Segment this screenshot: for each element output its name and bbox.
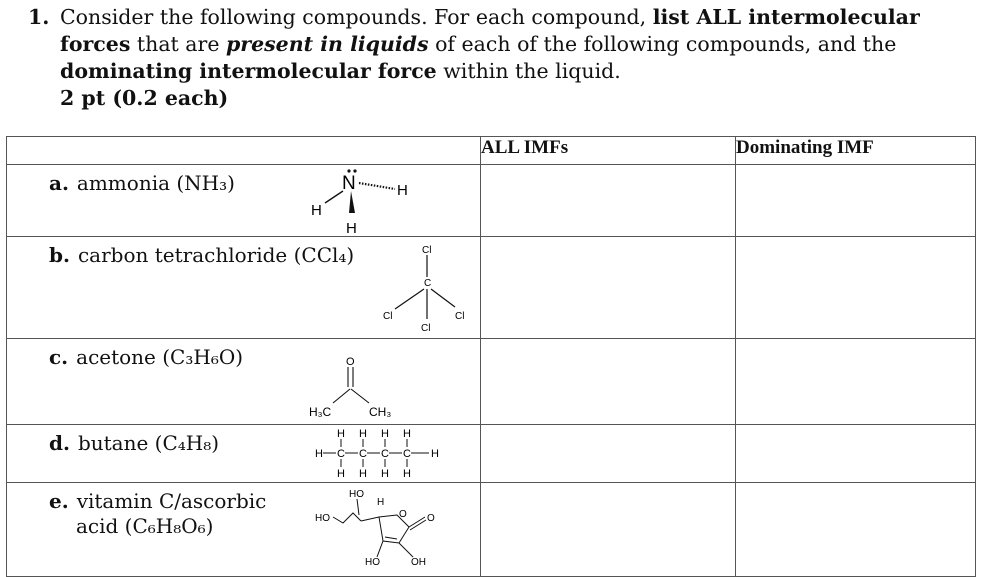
svg-text:H: H: [381, 428, 389, 440]
atom-cl-left: Cl: [383, 311, 393, 322]
svg-text:OH: OH: [411, 557, 426, 568]
points-label: 2 pt (0.2 each): [60, 86, 229, 110]
all-imfs-cell-ccl4[interactable]: [481, 237, 736, 339]
dominating-imf-cell-ammonia[interactable]: [736, 165, 976, 237]
all-imfs-cell-butane[interactable]: [481, 425, 736, 483]
table-header-row: [7, 137, 976, 165]
dominating-imf-cell-acetone[interactable]: [736, 339, 976, 425]
atom-n: N: [342, 173, 356, 194]
dominating-imf-cell-ccl4[interactable]: [736, 237, 976, 339]
acetone-structure: [307, 353, 417, 429]
header-all-imfs: ALL IMFs: [481, 137, 736, 165]
compound-name: vitamin C/ascorbic: [76, 489, 267, 513]
svg-text:O: O: [427, 513, 435, 524]
header-compound: [7, 137, 481, 165]
compound-name: acetone (C₃H₆O): [76, 345, 244, 369]
ascorbic-acid-structure: [313, 487, 463, 577]
svg-text:H: H: [381, 468, 389, 480]
compound-cell-ccl4: b. carbon tetrachloride (CCl₄) Cl C Cl Cl Cl: [7, 237, 481, 339]
ammonia-structure: [299, 167, 429, 241]
question-text: Consider the following compounds. For each compound, list ALL intermolecular forces that are present in liquids of each of the following compounds, and the dominating intermolecular force within the liquid. 2 pt (0.2 each): [60, 4, 960, 112]
table-row: [7, 237, 976, 339]
atom-ch3-left: H₃C: [309, 405, 332, 419]
svg-text:H: H: [359, 428, 367, 440]
compound-cell-ascorbic: e. vitamin C/ascorbic acid (C₆H₈O₆) HO HO H O O HO OH: [7, 483, 481, 577]
svg-text:C: C: [337, 448, 345, 460]
imf-table: [6, 136, 976, 577]
table-row: [7, 339, 976, 425]
atom-h-left: H: [311, 202, 322, 219]
all-imfs-cell-ascorbic[interactable]: [481, 483, 736, 577]
table-row: [7, 483, 976, 577]
atom-cl-top: Cl: [422, 245, 432, 256]
compound-cell-acetone: c. acetone (C₃H₆O) O H₃C CH₃: [7, 339, 481, 425]
compound-cell-ammonia: a. ammonia (NH₃) N H H H: [7, 165, 481, 237]
compound-name: carbon tetrachloride (CCl₄): [77, 243, 355, 267]
table-row: [7, 425, 976, 483]
svg-text:O: O: [399, 509, 407, 520]
svg-text:H: H: [377, 497, 385, 508]
svg-text:H: H: [431, 448, 439, 460]
svg-text:H: H: [337, 468, 345, 480]
svg-text:C: C: [381, 448, 389, 460]
all-imfs-cell-acetone[interactable]: [481, 339, 736, 425]
all-imfs-cell-ammonia[interactable]: [481, 165, 736, 237]
atom-c: C: [424, 278, 432, 289]
compound-name: ammonia (NH₃): [76, 171, 235, 195]
compound-name-line2: acid (C₆H₈O₆): [76, 514, 214, 538]
compound-name: butane (C₄H₈): [77, 431, 220, 455]
atom-h-bottom: H: [346, 220, 357, 237]
dominating-imf-cell-butane[interactable]: [736, 425, 976, 483]
table-row: [7, 165, 976, 237]
compound-cell-butane: d. butane (C₄H₈) H H H H H C C C C H H H H H: [7, 425, 481, 483]
atom-ch3-right: CH₃: [369, 405, 392, 419]
question-number: 1.: [28, 5, 50, 29]
atom-cl-bottom: Cl: [421, 323, 431, 334]
dominating-imf-cell-ascorbic[interactable]: [736, 483, 976, 577]
ccl4-structure: [373, 239, 473, 341]
svg-text:H: H: [403, 468, 411, 480]
svg-text:H: H: [403, 428, 411, 440]
butane-structure: [313, 425, 473, 487]
svg-text:H: H: [337, 428, 345, 440]
svg-text:HO: HO: [349, 489, 364, 500]
svg-text:HO: HO: [315, 513, 330, 524]
svg-text:H: H: [359, 468, 367, 480]
svg-text:C: C: [359, 448, 367, 460]
header-dominating-imf: Dominating IMF: [736, 137, 976, 165]
atom-cl-right: Cl: [455, 311, 465, 322]
atom-o: O: [346, 356, 355, 368]
svg-text:C: C: [403, 448, 411, 460]
svg-text:HO: HO: [365, 557, 380, 568]
atom-h-right: H: [397, 182, 408, 199]
svg-text:H: H: [315, 448, 323, 460]
